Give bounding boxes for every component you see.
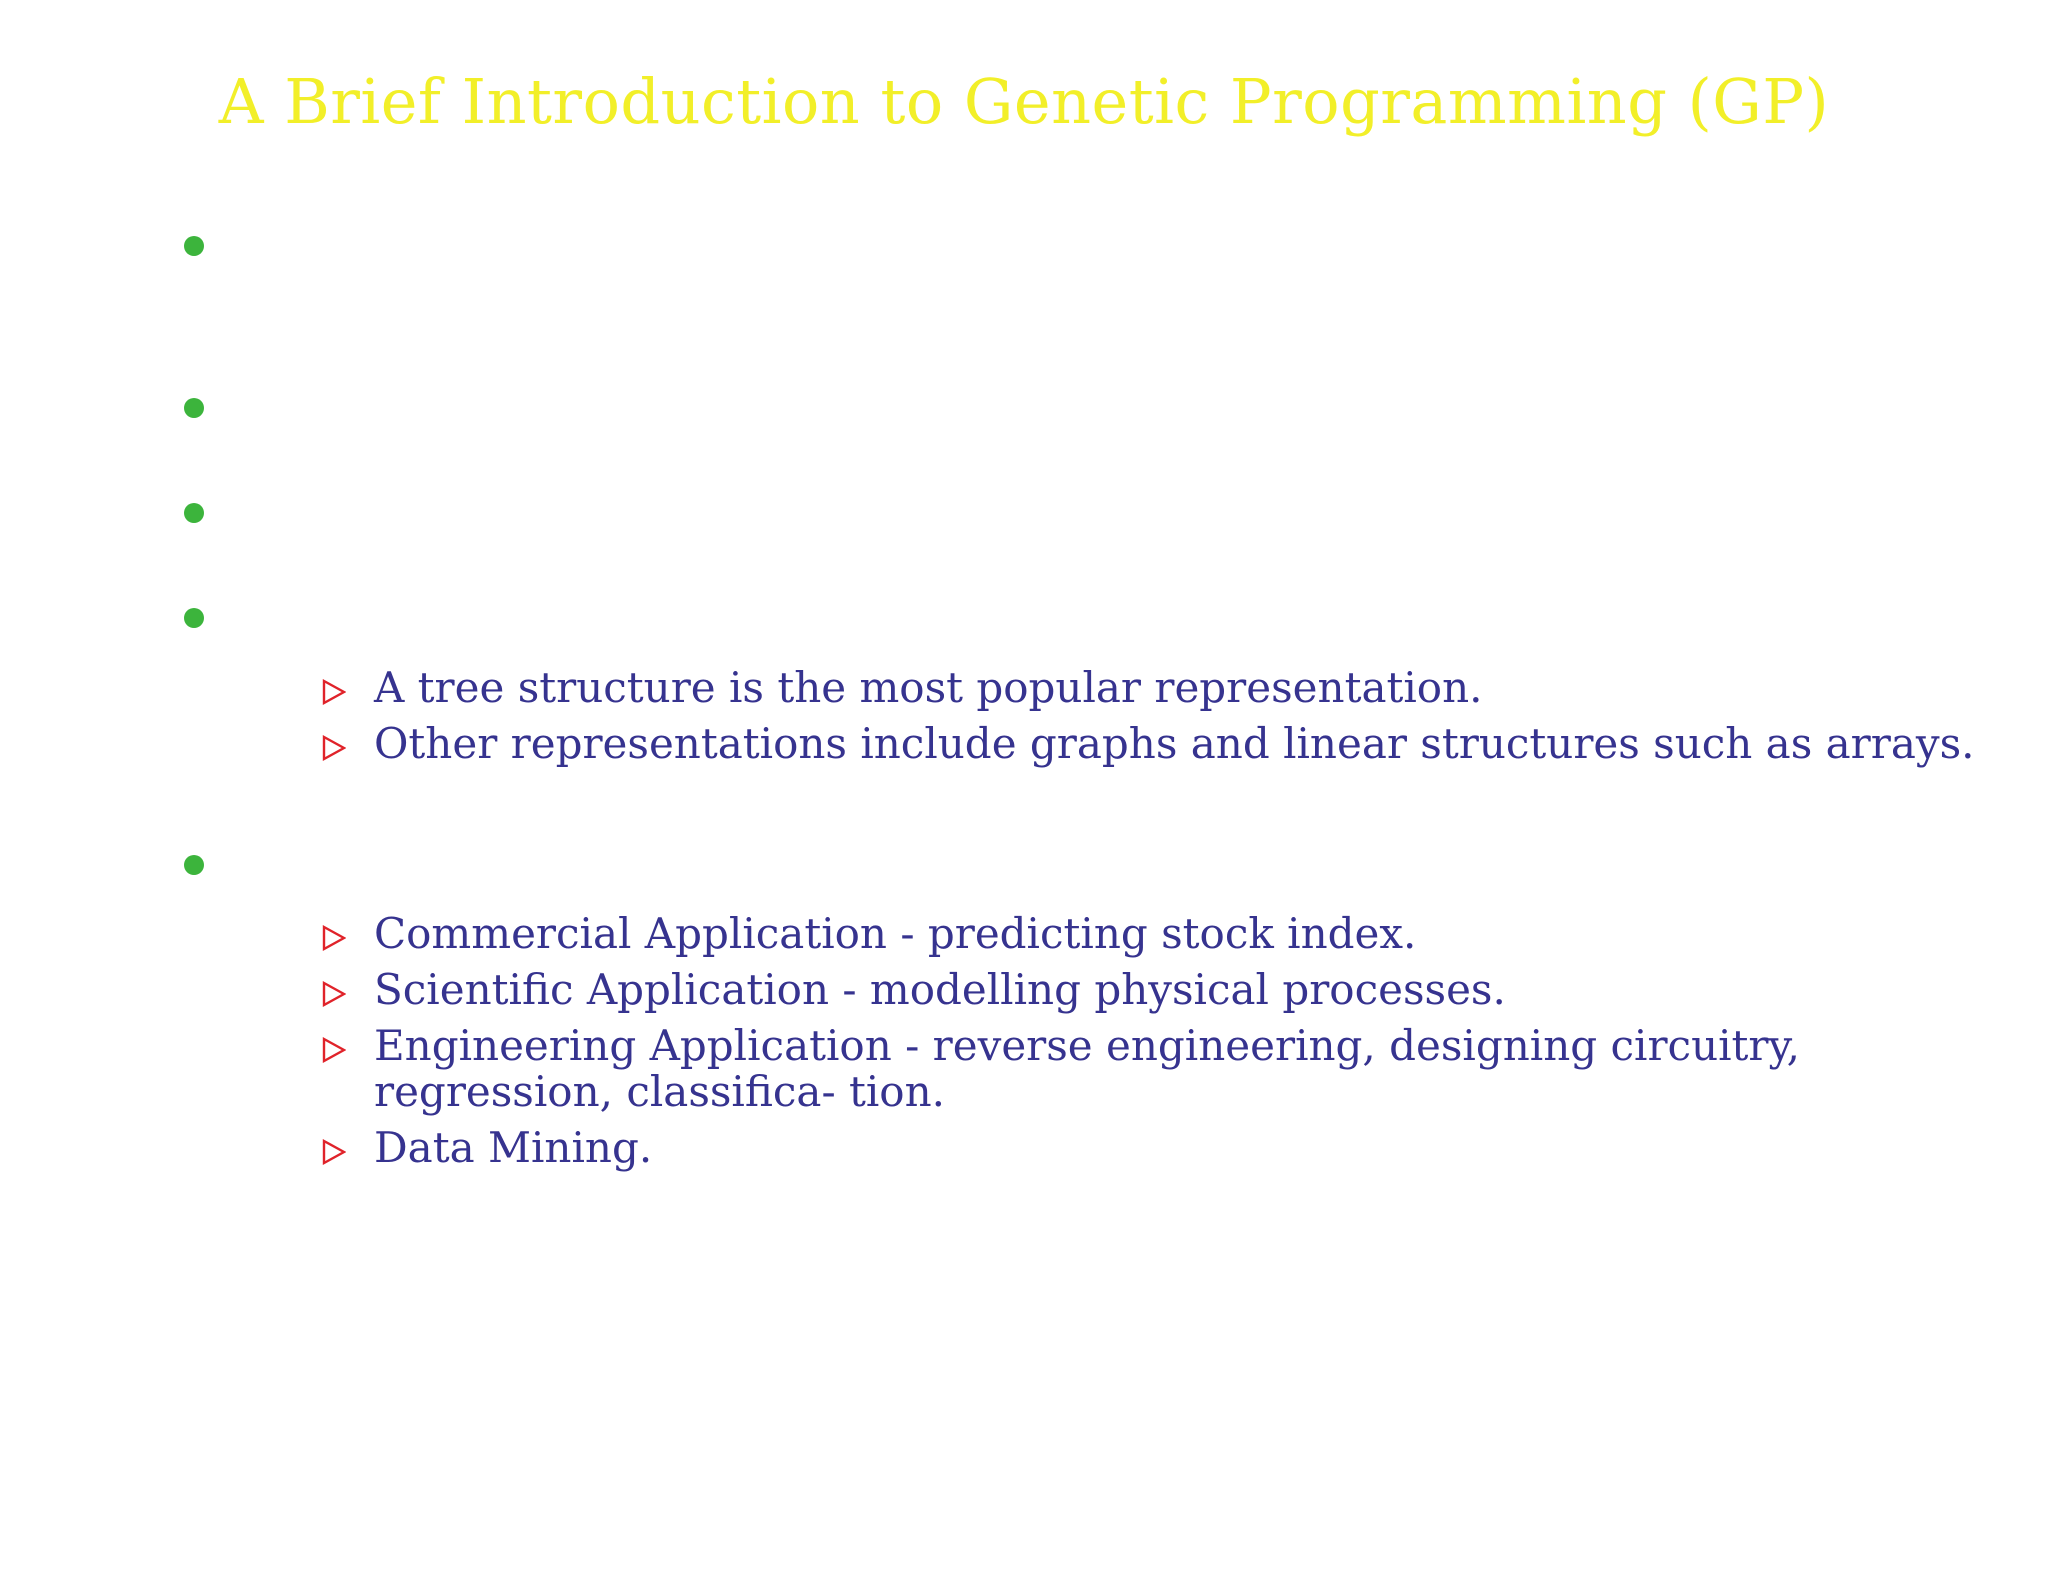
sub-item-text: Scientific Application - modelling physical processes. [374,965,1506,1014]
triangle-marker-icon [322,679,346,705]
sub-item-text: Commercial Application - predicting stock index. [374,909,1417,958]
sub-item-text: Engineering Application - reverse engineering, designing circuitry, regression, classifica- tion. [374,1021,1801,1116]
bullet-marker-1 [184,236,204,256]
bullet-marker-5 [184,855,204,875]
bullet-marker-3 [184,503,204,523]
triangle-marker-icon [322,1139,346,1165]
bullet-marker-4 [184,608,204,628]
triangle-marker-icon [322,981,346,1007]
triangle-marker-icon [322,1037,346,1063]
triangle-marker-icon [322,735,346,761]
slide-title: A Brief Introduction to Genetic Programming (GP) [218,65,1830,138]
sub-item-text: Other representations include graphs and linear structures such as arrays. [374,719,1975,768]
sub-item-text: A tree structure is the most popular representation. [374,663,1483,712]
bullet-marker-2 [184,398,204,418]
sub-item-text: Data Mining. [374,1123,653,1172]
triangle-marker-icon [322,925,346,951]
